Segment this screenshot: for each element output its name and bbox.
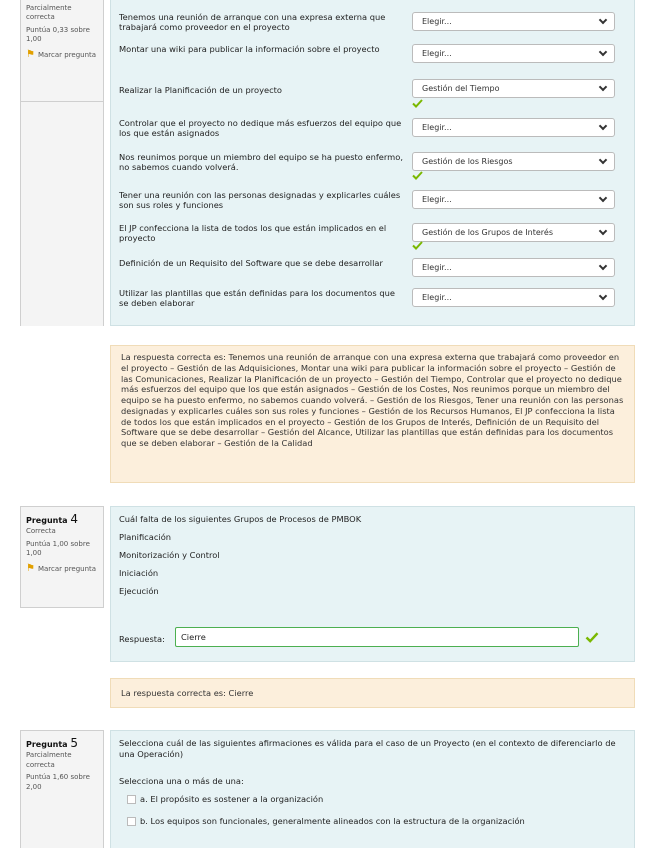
list-item: Iniciación — [119, 568, 159, 578]
match-row — [119, 44, 626, 74]
question-text: Cuál falta de los siguientes Grupos de Procesos de PMBOK — [119, 514, 362, 524]
match-select[interactable]: Elegir... — [412, 118, 615, 137]
question-state: Correcta — [26, 527, 56, 536]
correct-answer-text: La respuesta correcta es: Tenemos una reunión de arranque con una expresa externa que trabajará como proveedor en el proyecto – Gestión de las Adquisiciones, Montar una wiki para publicar la información sobre el proyecto – Gestión de las Comunicaciones, Realizar la Planificación de un proyecto – Gestión del Tiempo, Controlar que el proyecto no dedique más esfuerzos del equipo que los que están asignados – Gestión de los Costes, Nos reunimos porque un miembro del equipo se ha puesto enfermo, no sabemos cuando volverá. – Gestión de los Riesgos, Tener una reunión con las personas designadas y explicarles cuáles son sus roles y funciones – Gestión de los Recursos Humanos, El JP confecciona la lista de todos los que están implicados en el proyecto – Gestión de los Grupos de Interés, Definición de un Requisito del Software que se debe desarrollar – Gestión del Alcance, Utilizar las plantillas que están definidas para los documentos que se deben elaborar – Gestión de la Calidad — [121, 352, 624, 449]
question-info-3 — [20, 0, 104, 102]
match-statement: Tener una reunión con las personas designadas y explicarles cuáles son sus roles y funciones — [119, 190, 401, 211]
q3-feedback — [110, 345, 635, 483]
option-a[interactable]: a. El propósito es sostener a la organización — [127, 794, 323, 804]
match-select[interactable]: Elegir... — [412, 190, 615, 209]
chevron-down-icon — [599, 227, 607, 235]
match-statement: Realizar la Planificación de un proyecto — [119, 85, 283, 95]
select-prompt: Selecciona una o más de una: — [119, 776, 244, 786]
match-statement: Nos reunimos porque un miembro del equipo se ha puesto enfermo, no sabemos cuando volverá. — [119, 152, 403, 173]
flag-question-link[interactable]: ⚑ Marcar pregunta — [26, 562, 97, 574]
list-item: Ejecución — [119, 586, 159, 596]
list-item: Monitorización y Control — [119, 550, 220, 560]
chevron-down-icon — [599, 194, 607, 202]
chevron-down-icon — [599, 262, 607, 270]
match-statement: El JP confecciona la lista de todos los que están implicados en el proyecto — [119, 223, 387, 244]
match-select[interactable]: Gestión del Tiempo — [412, 79, 615, 98]
match-row — [119, 223, 626, 253]
match-select[interactable]: Elegir... — [412, 12, 615, 31]
question-content-4 — [110, 506, 635, 662]
checkbox[interactable] — [127, 817, 136, 826]
chevron-down-icon — [599, 292, 607, 300]
question-number: Pregunta 5 — [26, 736, 79, 750]
match-statement: Montar una wiki para publicar la información sobre el proyecto — [119, 44, 380, 54]
match-statement: Utilizar las plantillas que están definidas para los documentos que se deben elaborar — [119, 288, 395, 309]
question-content-5 — [110, 730, 635, 848]
chevron-down-icon — [599, 48, 607, 56]
list-item: Planificación — [119, 532, 172, 542]
match-select[interactable]: Elegir... — [412, 258, 615, 277]
flag-question-link[interactable]: ⚑ Marcar pregunta — [26, 48, 97, 60]
question-grade: Puntúa 1,00 sobre 1,00 — [26, 539, 90, 558]
checkbox[interactable] — [127, 795, 136, 804]
match-select[interactable]: Gestión de los Riesgos — [412, 152, 615, 171]
check-icon — [585, 632, 599, 643]
check-icon — [412, 241, 423, 250]
question-state: Parcialmente correcta — [26, 4, 72, 22]
chevron-down-icon — [599, 122, 607, 130]
question-number: Pregunta 4 — [26, 512, 79, 526]
match-statement: Tenemos una reunión de arranque con una expresa externa que trabajará como proveedor en el proyecto — [119, 12, 386, 33]
question-info-4 — [20, 506, 104, 608]
answer-input[interactable]: Cierre — [175, 627, 579, 647]
correct-answer-text: La respuesta correcta es: Cierre — [121, 688, 254, 698]
flag-icon: ⚑ — [26, 562, 35, 574]
match-select[interactable]: Elegir... — [412, 288, 615, 307]
question-text: Selecciona cuál de las siguientes afirmaciones es válida para el caso de un Proyecto (en el contexto de diferenciarlo de una Operación) — [119, 738, 616, 759]
match-statement: Definición de un Requisito del Software que se debe desarrollar — [119, 258, 383, 268]
option-b[interactable]: b. Los equipos son funcionales, generalmente alineados con la estructura de la organización — [127, 816, 525, 826]
chevron-down-icon — [599, 16, 607, 24]
match-row — [119, 190, 626, 220]
answer-label: Respuesta: — [119, 634, 165, 644]
match-row — [119, 79, 626, 109]
match-select[interactable]: Elegir... — [412, 44, 615, 63]
match-row — [119, 152, 626, 182]
match-statement: Controlar que el proyecto no dedique más esfuerzos del equipo que los que están asignados — [119, 118, 402, 139]
match-row — [119, 118, 626, 148]
match-row — [119, 12, 626, 42]
check-icon — [412, 171, 423, 180]
chevron-down-icon — [599, 83, 607, 91]
match-select[interactable]: Gestión de los Grupos de Interés — [412, 223, 615, 242]
info-column-continuation — [20, 102, 104, 326]
match-row — [119, 258, 626, 288]
question-info-5 — [20, 730, 104, 848]
match-row — [119, 288, 626, 318]
question-content-3 — [110, 0, 635, 326]
question-grade: Puntúa 0,33 sobre 1,00 — [26, 25, 90, 44]
chevron-down-icon — [599, 156, 607, 164]
question-grade: Puntúa 1,60 sobre 2,00 — [26, 773, 90, 791]
question-state: Parcialmente correcta — [26, 751, 72, 769]
check-icon — [412, 99, 423, 108]
flag-icon: ⚑ — [26, 48, 35, 60]
q4-feedback — [110, 678, 635, 708]
